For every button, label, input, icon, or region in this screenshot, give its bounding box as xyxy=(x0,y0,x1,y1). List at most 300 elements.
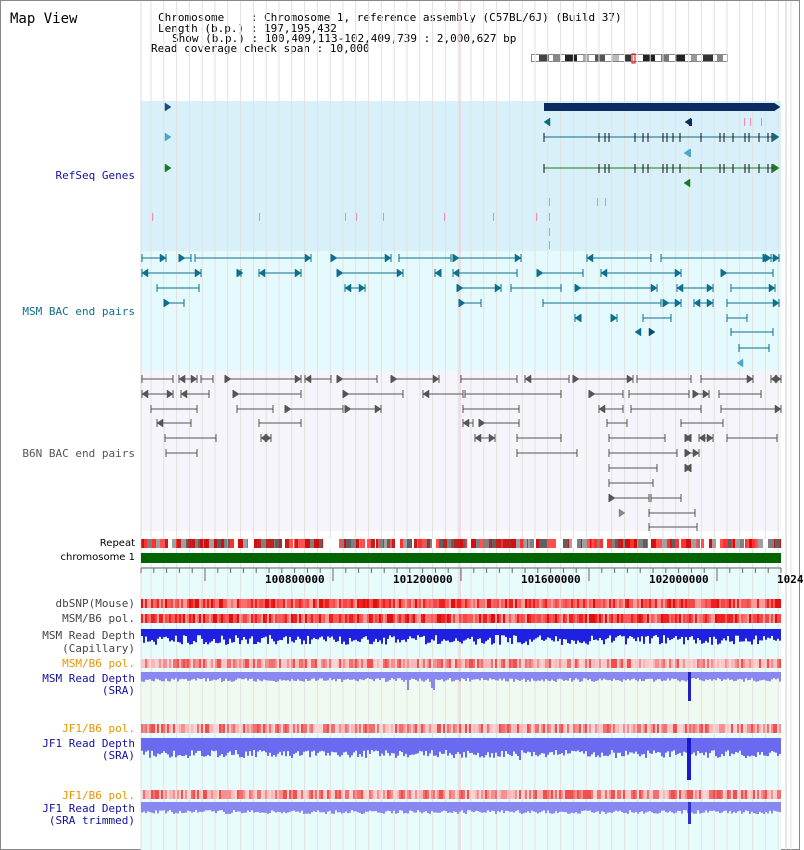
repeat-segment xyxy=(204,539,209,548)
dbsnp-heat-cell xyxy=(403,599,405,608)
msm-sra-depth-bar xyxy=(235,672,237,680)
dbsnp-heat-cell xyxy=(183,599,185,608)
msm-b6-pol-sra-heat-cell xyxy=(167,659,169,668)
jf1-trimmed-depth-bar xyxy=(409,802,411,810)
jf1-trimmed-depth-bar xyxy=(301,802,303,811)
msm-b6-pol-sra-heat-cell xyxy=(229,659,231,668)
jf1-sra-depth-bar xyxy=(341,738,343,755)
msm-b6-pol-sra-heat-cell xyxy=(499,659,501,668)
jf1-b6-pol-heat-cell xyxy=(561,724,563,733)
dbsnp-heat-cell xyxy=(727,599,729,608)
show-value: 100,409,113-102,409,739 : 2,000,627 bp xyxy=(264,32,517,45)
msm-b6-pol-sra-heat-cell xyxy=(705,659,707,668)
repeat-segment xyxy=(298,539,303,548)
jf1-b6-pol-trimmed-heat-cell xyxy=(141,790,143,799)
msm-b6-pol-heat-cell xyxy=(667,614,669,623)
msm-b6-pol-heat-cell xyxy=(675,614,677,623)
dbsnp-heat-cell xyxy=(491,599,493,608)
msm-capillary-depth-bar xyxy=(185,629,187,636)
jf1-b6-pol-heat-cell xyxy=(617,724,619,733)
msm-b6-pol-heat-cell xyxy=(753,614,755,623)
msm-sra-depth-bar xyxy=(299,672,301,681)
msm-sra-depth-bar xyxy=(237,672,239,678)
repeat-segment xyxy=(351,539,356,548)
msm-sra-depth-bar xyxy=(233,672,235,681)
repeat-segment xyxy=(234,539,238,548)
msm-b6-pol-sra-heat-cell xyxy=(205,659,207,668)
dbsnp-heat-cell xyxy=(613,599,615,608)
jf1-b6-pol-heat-cell xyxy=(201,724,203,733)
msm-sra-depth-bar xyxy=(197,672,199,678)
dbsnp-heat-cell xyxy=(295,599,297,608)
jf1-b6-pol-trimmed-heat-cell xyxy=(353,790,355,799)
msm-b6-pol-sra-heat-cell xyxy=(451,659,453,668)
msm-capillary-depth-bar xyxy=(305,629,307,644)
jf1-b6-pol-heat-cell xyxy=(371,724,373,733)
jf1-b6-pol-heat-cell xyxy=(697,724,699,733)
msm-sra-depth-bar xyxy=(219,672,221,678)
jf1-b6-pol-trimmed-heat-cell xyxy=(587,790,589,799)
msm-b6-pol-heat-cell xyxy=(311,614,313,623)
msm-b6-pol-heat-cell xyxy=(203,614,205,623)
repeat-segment xyxy=(651,539,655,548)
msm-b6-pol-sra-heat-cell xyxy=(563,659,565,668)
jf1-b6-pol-heat-cell xyxy=(163,724,165,733)
msm-b6-pol-heat-cell xyxy=(231,614,233,623)
jf1-b6-pol-heat-cell xyxy=(649,724,651,733)
msm-sra-depth-bar xyxy=(705,672,707,679)
jf1-trimmed-depth-bar xyxy=(527,802,529,811)
dbsnp-heat-cell xyxy=(467,599,469,608)
msm-b6-pol-heat-cell xyxy=(547,614,549,623)
jf1-b6-pol-heat-cell xyxy=(155,724,157,733)
repeat-segment xyxy=(303,539,305,548)
jf1-b6-pol-heat-cell xyxy=(215,724,217,733)
dbsnp-heat-cell xyxy=(301,599,303,608)
msm-capillary-depth-bar xyxy=(303,629,305,640)
repeat-segment xyxy=(261,539,266,548)
dbsnp-heat-cell xyxy=(505,599,507,608)
msm-capillary-depth-bar xyxy=(155,629,157,645)
msm-capillary-depth-bar xyxy=(339,629,341,637)
msm-sra-depth-bar xyxy=(439,672,441,680)
msm-b6-pol-heat-cell xyxy=(727,614,729,623)
msm-b6-pol-sra-heat-cell xyxy=(737,659,739,668)
dbsnp-heat-cell xyxy=(309,599,311,608)
msm-capillary-depth-bar xyxy=(729,629,731,642)
jf1-trimmed-depth-bar xyxy=(579,802,581,814)
msm-b6-pol-sra-heat-cell xyxy=(495,659,497,668)
msm-capillary-depth-bar xyxy=(545,629,547,640)
msm-capillary-depth-bar xyxy=(715,629,717,639)
dbsnp-heat-cell xyxy=(573,599,575,608)
msm-b6-pol-heat-cell xyxy=(651,614,653,623)
jf1-b6-pol-heat-cell xyxy=(543,724,545,733)
msm-b6-pol-heat-cell xyxy=(539,614,541,623)
jf1-b6-pol-heat-cell xyxy=(261,724,263,733)
repeat-segment xyxy=(758,539,763,548)
jf1-b6-pol-heat-cell xyxy=(693,724,695,733)
msm-b6-pol-heat-cell xyxy=(653,614,655,623)
msm-sra-depth-bar xyxy=(515,672,517,679)
jf1-sra-depth-bar xyxy=(703,738,705,755)
msm-sra-depth-bar xyxy=(431,672,433,688)
msm-b6-pol-sra-heat-cell xyxy=(277,659,279,668)
msm-b6-pol-heat-cell xyxy=(393,614,395,623)
jf1-trimmed-depth-bar xyxy=(767,802,769,813)
dbsnp-heat-cell xyxy=(529,599,531,608)
jf1-trimmed-depth-bar xyxy=(615,802,617,811)
jf1-b6-pol-trimmed-heat-cell xyxy=(595,790,597,799)
jf1-trimmed-depth-bar xyxy=(323,802,325,812)
jf1-trimmed-depth-bar xyxy=(235,802,237,812)
dbsnp-heat-cell xyxy=(497,599,499,608)
msm-sra-depth-bar xyxy=(143,672,145,682)
msm-b6-pol-heat-cell xyxy=(677,614,679,623)
dbsnp-heat-cell xyxy=(751,599,753,608)
dbsnp-heat-cell xyxy=(339,599,341,608)
jf1-b6-pol-heat-cell xyxy=(223,724,225,733)
jf1-b6-pol-heat-cell xyxy=(185,724,187,733)
jf1-b6-pol-heat-cell xyxy=(441,724,443,733)
msm-b6-pol-sra-heat-cell xyxy=(457,659,459,668)
jf1-sra-depth-bar xyxy=(777,738,779,756)
repeat-segment xyxy=(447,539,451,548)
jf1-trimmed-depth-bar xyxy=(467,802,469,810)
jf1-sra-depth-bar xyxy=(631,738,633,752)
jf1-sra-depth-bar xyxy=(225,738,227,756)
jf1-sra-depth-bar xyxy=(387,738,389,753)
jf1-trimmed-depth-bar xyxy=(257,802,259,812)
jf1-b6-pol-heat-cell xyxy=(615,724,617,733)
jf1-sra-depth-bar xyxy=(233,738,235,755)
jf1-b6-pol-trimmed-heat-cell xyxy=(177,790,179,799)
jf1-trimmed-depth-bar xyxy=(221,802,223,810)
jf1-b6-pol-trimmed-heat-cell xyxy=(419,790,421,799)
dbsnp-heat-cell xyxy=(321,599,323,608)
dbsnp-heat-cell xyxy=(281,599,283,608)
dbsnp-heat-cell xyxy=(719,599,721,608)
jf1-trimmed-depth-bar xyxy=(177,802,179,813)
msm-sra-depth-bar xyxy=(185,672,187,679)
jf1-sra-depth-bar xyxy=(567,738,569,754)
msm-b6-pol-heat-cell xyxy=(659,614,661,623)
jf1-sra-depth-bar xyxy=(163,738,165,751)
jf1-trimmed-depth-bar xyxy=(219,802,221,810)
msm-sra-depth-bar xyxy=(239,672,241,678)
jf1-b6-pol-trimmed-heat-cell xyxy=(193,790,195,799)
jf1-trimmed-depth-bar xyxy=(641,802,643,811)
msm-capillary-depth-bar xyxy=(377,629,379,642)
dbsnp-heat-cell xyxy=(593,599,595,608)
msm-capillary-depth-bar xyxy=(675,629,677,636)
msm-capillary-depth-bar xyxy=(371,629,373,644)
msm-sra-depth-bar xyxy=(367,672,369,678)
msm-b6-pol-sra-heat-cell xyxy=(765,659,767,668)
jf1-trimmed-depth-bar xyxy=(679,802,681,811)
dbsnp-heat-cell xyxy=(715,599,717,608)
jf1-sra-depth-bar xyxy=(443,738,445,754)
jf1-b6-pol-heat-cell xyxy=(471,724,473,733)
jf1-sra-depth-bar xyxy=(545,738,547,757)
pseudo-gene-mark xyxy=(549,213,550,221)
jf1-b6-pol-trimmed-heat-cell xyxy=(443,790,445,799)
jf1-trimmed-depth-bar xyxy=(231,802,233,813)
jf1-b6-pol-trimmed-heat-cell xyxy=(291,790,293,799)
jf1-b6-pol-heat-cell xyxy=(551,724,553,733)
jf1-sra-depth-bar xyxy=(579,738,581,752)
jf1-b6-pol-heat-cell xyxy=(715,724,717,733)
msm-capillary-depth-bar xyxy=(359,629,361,642)
msm-capillary-depth-bar xyxy=(279,629,281,640)
msm-b6-pol-heat-cell xyxy=(405,614,407,623)
jf1-b6-pol-heat-cell xyxy=(737,724,739,733)
jf1-b6-pol-trimmed-heat-cell xyxy=(759,790,761,799)
msm-b6-pol-heat-cell xyxy=(249,614,251,623)
msm-b6-pol-heat-cell xyxy=(477,614,479,623)
msm-b6-pol-sra-heat-cell xyxy=(535,659,537,668)
jf1-b6-pol-trimmed-heat-cell xyxy=(643,790,645,799)
dbsnp-heat-cell xyxy=(601,599,603,608)
msm-sra-depth-bar xyxy=(507,672,509,682)
msm-b6-pol-heat-cell xyxy=(229,614,231,623)
msm-b6-pol-sra-heat-cell xyxy=(331,659,333,668)
msm-sra-depth-bar xyxy=(423,672,425,682)
jf1-b6-pol-trimmed-heat-cell xyxy=(249,790,251,799)
msm-b6-pol-heat-cell xyxy=(217,614,219,623)
jf1-sra-depth-bar xyxy=(727,738,729,750)
msm-sra-depth-bar xyxy=(191,672,193,680)
msm-b6-pol-sra-heat-cell xyxy=(569,659,571,668)
jf1-b6-pol-heat-cell xyxy=(585,724,587,733)
msm-b6-pol-heat-cell xyxy=(605,614,607,623)
jf1-b6-pol-heat-cell xyxy=(499,724,501,733)
msm-capillary-depth-bar xyxy=(405,629,407,642)
msm-b6-pol-heat-cell xyxy=(377,614,379,623)
jf1-b6-pol-trimmed-heat-cell xyxy=(395,790,397,799)
msm-b6-pol-heat-cell xyxy=(507,614,509,623)
msm-b6-pol-heat-cell xyxy=(501,614,503,623)
dbsnp-heat-cell xyxy=(461,599,463,608)
jf1-b6-pol-trimmed-heat-cell xyxy=(307,790,309,799)
msm-b6-pol-sra-heat-cell xyxy=(479,659,481,668)
jf1-b6-pol-heat-cell xyxy=(511,724,513,733)
repeat-segment xyxy=(763,539,764,548)
repeat-segment xyxy=(630,539,634,548)
msm-sra-depth-bar xyxy=(693,672,695,678)
jf1-b6-pol-trimmed-heat-cell xyxy=(619,790,621,799)
jf1-b6-pol-heat-cell xyxy=(647,724,649,733)
dbsnp-heat-cell xyxy=(749,599,751,608)
jf1-trimmed-depth-bar xyxy=(149,802,151,812)
msm-b6-pol-heat-cell xyxy=(341,614,343,623)
jf1-trimmed-depth-bar xyxy=(445,802,447,811)
msm-b6-pol-heat-cell xyxy=(315,614,317,623)
msm-b6-pol-sra-heat-cell xyxy=(741,659,743,668)
jf1-b6-pol-trimmed-heat-cell xyxy=(777,790,779,799)
msm-capillary-depth-bar xyxy=(731,629,733,641)
msm-b6-pol-heat-cell xyxy=(439,614,441,623)
msm-b6-pol-heat-cell xyxy=(467,614,469,623)
gene-exon xyxy=(689,149,691,157)
jf1-b6-pol-heat-cell xyxy=(677,724,679,733)
msm-capillary-depth-bar xyxy=(513,629,515,635)
msm-sra-depth-bar xyxy=(685,672,687,682)
jf1-trimmed-depth-bar xyxy=(775,802,777,811)
msm-capillary-depth-bar xyxy=(437,629,439,644)
jf1-b6-pol-heat-cell xyxy=(437,724,439,733)
msm-capillary-depth-bar xyxy=(747,629,749,641)
dbsnp-heat-cell xyxy=(559,599,561,608)
jf1-sra-depth-bar xyxy=(673,738,675,750)
msm-sra-depth-bar xyxy=(695,672,697,679)
jf1-sra-depth-bar xyxy=(583,738,585,754)
repeat-segment xyxy=(612,539,615,548)
msm-capillary-depth-bar xyxy=(365,629,367,636)
msm-sra-depth-bar xyxy=(149,672,151,679)
jf1-trimmed-depth-bar xyxy=(777,802,779,812)
msm-capillary-depth-bar xyxy=(329,629,331,638)
jf1-b6-pol-trimmed-heat-cell xyxy=(343,790,345,799)
jf1-sra-depth-bar xyxy=(475,738,477,755)
repeat-segment xyxy=(215,539,217,548)
msm-b6-pol-heat-cell xyxy=(441,614,443,623)
repeat-segment xyxy=(594,539,595,548)
jf1-trimmed-depth-bar xyxy=(643,802,645,814)
msm-b6-pol-heat-cell xyxy=(463,614,465,623)
jf1-trimmed-depth-bar xyxy=(175,802,177,813)
jf1-b6-pol-trimmed-heat-cell xyxy=(181,790,183,799)
dbsnp-heat-cell xyxy=(159,599,161,608)
jf1-b6-pol-trimmed-heat-cell xyxy=(243,790,245,799)
jf1-b6-pol-heat-cell xyxy=(729,724,731,733)
jf1-sra-depth-bar xyxy=(183,738,185,756)
msm-sra-depth-bar xyxy=(261,672,263,681)
jf1-trimmed-depth-bar xyxy=(413,802,415,812)
jf1-trimmed-depth-bar xyxy=(675,802,677,813)
jf1-b6-pol-trimmed-heat-cell xyxy=(207,790,209,799)
msm-b6-pol-sra-heat-cell xyxy=(447,659,449,668)
msm-b6-pol-sra-heat-cell xyxy=(553,659,555,668)
jf1-b6-pol-heat-cell xyxy=(235,724,237,733)
jf1-b6-pol-heat-cell xyxy=(657,724,659,733)
msm-sra-depth-bar xyxy=(225,672,227,679)
jf1-trimmed-depth-bar xyxy=(401,802,403,811)
jf1-b6-pol-heat-cell xyxy=(149,724,151,733)
jf1-b6-pol-heat-cell xyxy=(555,724,557,733)
jf1-trimmed-depth-bar xyxy=(391,802,393,813)
jf1-trimmed-depth-bar xyxy=(751,802,753,812)
dbsnp-heat-cell xyxy=(307,599,309,608)
length-key: Length (b.p.) xyxy=(158,22,245,35)
repeat-segment xyxy=(592,539,594,548)
repeat-segment xyxy=(486,539,489,548)
jf1-trimmed-depth-bar xyxy=(621,802,623,812)
dbsnp-heat-cell xyxy=(225,599,227,608)
jf1-b6-pol-trimmed-heat-cell xyxy=(231,790,233,799)
jf1-b6-pol-heat-cell xyxy=(429,724,431,733)
jf1-b6-pol-heat-cell xyxy=(349,724,351,733)
msm-capillary-depth-bar xyxy=(757,629,759,644)
jf1-b6-pol-trimmed-heat-cell xyxy=(735,790,737,799)
jf1-sra-depth-bar xyxy=(431,738,433,750)
msm-b6-pol-heat-cell xyxy=(633,614,635,623)
jf1-trimmed-depth-bar xyxy=(369,802,371,811)
repeat-segment xyxy=(344,539,346,548)
repeat-segment xyxy=(310,539,314,548)
dbsnp-heat-cell xyxy=(377,599,379,608)
dbsnp-heat-cell xyxy=(525,599,527,608)
msm-b6-pol-heat-cell xyxy=(219,614,221,623)
jf1-sra-depth-bar xyxy=(263,738,265,751)
repeat-segment xyxy=(165,539,168,548)
jf1-b6-pol-trimmed-heat-cell xyxy=(335,790,337,799)
msm-sra-depth-bar xyxy=(293,672,295,681)
msm-sra-depth-bar xyxy=(317,672,319,680)
msm-b6-pol-sra-heat-cell xyxy=(595,659,597,668)
msm-b6-pol-heat-cell xyxy=(459,614,461,623)
jf1-b6-pol-heat-cell xyxy=(493,724,495,733)
msm-sra-depth-bar xyxy=(465,672,467,681)
jf1-b6-pol-trimmed-heat-cell xyxy=(591,790,593,799)
jf1-trimmed-depth-bar xyxy=(499,802,501,812)
jf1-trimmed-depth-bar xyxy=(419,802,421,812)
dbsnp-heat-cell xyxy=(279,599,281,608)
jf1-b6-pol-trimmed-heat-cell xyxy=(711,790,713,799)
jf1-trimmed-depth-bar xyxy=(263,802,265,813)
msm-depth-capillary-sub-label: (Capillary) xyxy=(62,642,135,655)
repeat-segment xyxy=(156,539,160,548)
msm-capillary-depth-bar xyxy=(351,629,353,641)
msm-b6-pol-sra-heat-cell xyxy=(635,659,637,668)
msm-b6-pol-sra-heat-cell xyxy=(421,659,423,668)
jf1-b6-pol-trimmed-heat-cell xyxy=(425,790,427,799)
msm-capillary-depth-bar xyxy=(415,629,417,640)
jf1-sra-depth-bar xyxy=(611,738,613,750)
jf1-b6-pol-heat-cell xyxy=(255,724,257,733)
jf1-trimmed-depth-bar xyxy=(731,802,733,814)
repeat-segment xyxy=(230,539,234,548)
msm-b6-pol-sra-heat-cell xyxy=(711,659,713,668)
dbsnp-heat-cell xyxy=(759,599,761,608)
dbsnp-heat-cell xyxy=(489,599,491,608)
msm-sra-depth-bar xyxy=(341,672,343,682)
jf1-trimmed-depth-bar xyxy=(517,802,519,810)
msm-b6-pol-heat-cell xyxy=(489,614,491,623)
jf1-trimmed-depth-bar xyxy=(273,802,275,811)
dbsnp-heat-cell xyxy=(667,599,669,608)
jf1-sra-depth-bar xyxy=(659,738,661,752)
dbsnp-heat-cell xyxy=(275,599,277,608)
msm-capillary-depth-bar xyxy=(447,629,449,641)
jf1-sra-depth-bar xyxy=(165,738,167,753)
msm-b6-pol-heat-cell xyxy=(269,614,271,623)
jf1-b6-pol-trimmed-heat-cell xyxy=(627,790,629,799)
msm-b6-pol-sra-heat-cell xyxy=(593,659,595,668)
jf1-sra-depth-bar xyxy=(381,738,383,754)
msm-b6-pol-sra-heat-cell xyxy=(613,659,615,668)
msm-b6-pol-heat-cell xyxy=(349,614,351,623)
jf1-b6-pol-heat-cell xyxy=(431,724,433,733)
jf1-b6-pol-trimmed-heat-cell xyxy=(283,790,285,799)
jf1-sra-depth-bar xyxy=(413,738,415,755)
dbsnp-heat-cell xyxy=(465,599,467,608)
jf1-sra-depth-bar xyxy=(489,738,491,757)
jf1-trimmed-depth-bar xyxy=(503,802,505,813)
msm-sra-depth-bar xyxy=(429,672,431,682)
repeat-segment xyxy=(749,539,752,548)
dbsnp-heat-cell xyxy=(247,599,249,608)
